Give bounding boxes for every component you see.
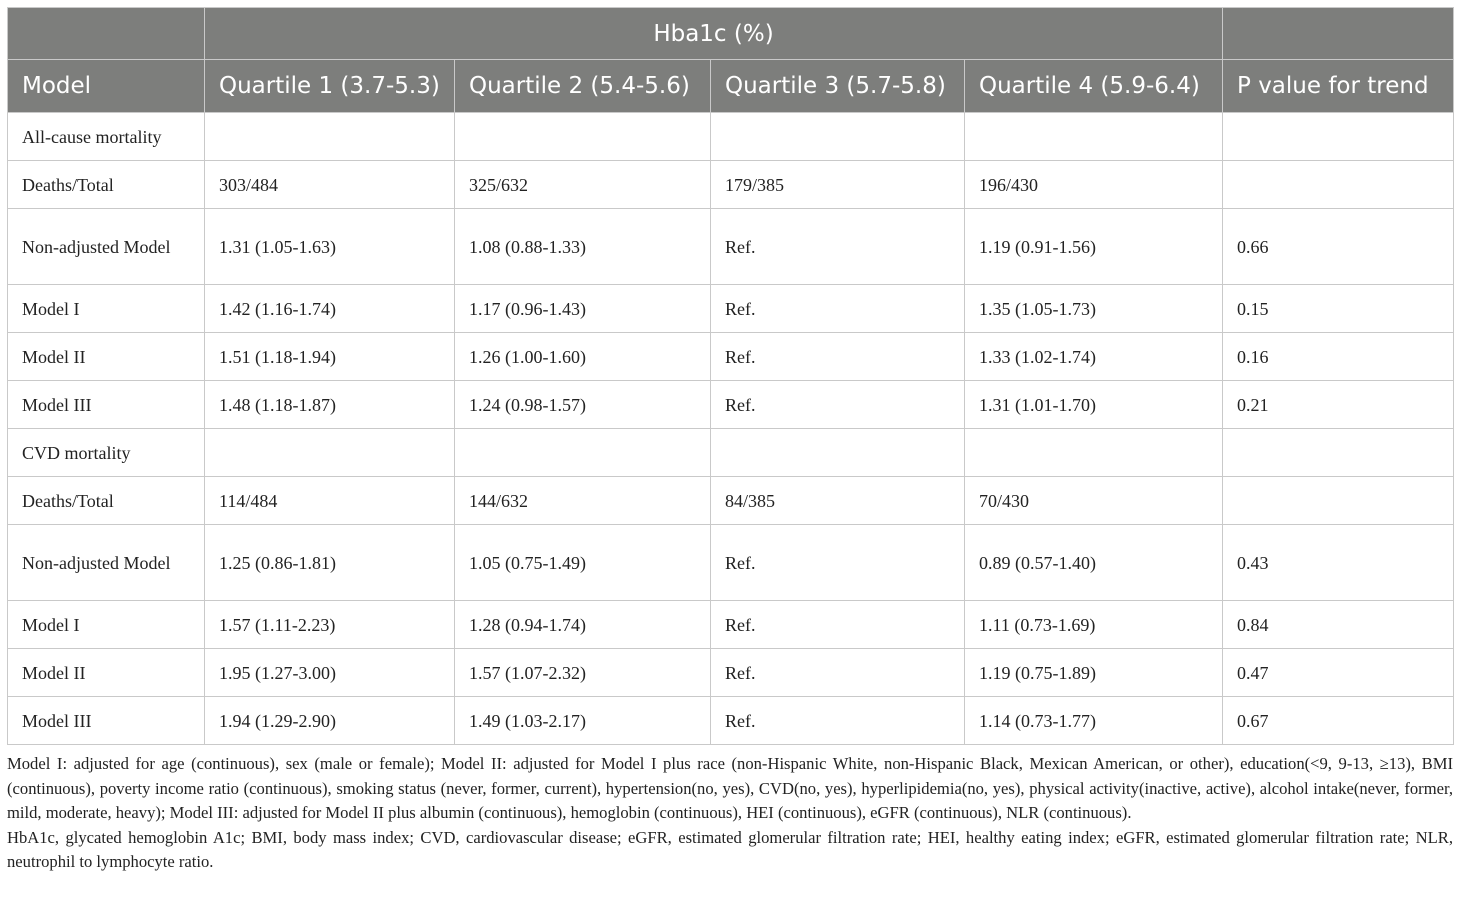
cell-p-trend: 0.43 <box>1223 525 1454 601</box>
cell-p-trend: 0.16 <box>1223 333 1454 381</box>
cell-quartile-3: Ref. <box>711 285 965 333</box>
header-blank-cell <box>8 8 205 60</box>
cell-p-trend <box>1223 161 1454 209</box>
cell-quartile-1: 1.94 (1.29-2.90) <box>205 697 455 745</box>
cell-quartile-4: 196/430 <box>965 161 1223 209</box>
cell-quartile-4: 1.33 (1.02-1.74) <box>965 333 1223 381</box>
cell-quartile-3: Ref. <box>711 601 965 649</box>
cell-quartile-4: 0.89 (0.57-1.40) <box>965 525 1223 601</box>
cell-quartile-4: 1.11 (0.73-1.69) <box>965 601 1223 649</box>
cell-quartile-3 <box>711 429 965 477</box>
cell-quartile-3: Ref. <box>711 333 965 381</box>
row-label: Model II <box>8 649 205 697</box>
row-label: Non-adjusted Model <box>8 209 205 285</box>
cell-p-trend: 0.21 <box>1223 381 1454 429</box>
header-group-label: Hba1c (%) <box>205 8 1223 60</box>
cell-quartile-2 <box>455 113 711 161</box>
cell-quartile-1: 1.95 (1.27-3.00) <box>205 649 455 697</box>
cell-p-trend: 0.84 <box>1223 601 1454 649</box>
cell-quartile-1 <box>205 429 455 477</box>
column-header-quartile-3: Quartile 3 (5.7-5.8) <box>711 60 965 113</box>
hba1c-mortality-table <box>7 7 1454 745</box>
cell-quartile-2: 1.26 (1.00-1.60) <box>455 333 711 381</box>
table-body <box>8 113 1454 745</box>
footnote-model-adjustments: Model I: adjusted for age (continuous), sex (male or female); Model II: adjusted for Model I plus race (non-Hispanic White, non-Hispanic Black, Mexican American, or other), education(<9, 9-13, ≥13), BMI (continuous), poverty income ratio (continuous), smoking status (never, former, current), hypertension(no, yes), CVD(no, yes), hyperlipidemia(no, yes), physical activity(inactive, active), alcohol intake(never, former, mild, moderate, heavy); Model III: adjusted for Model II plus albumin (continuous), hemoglobin (continuous), HEI (continuous), eGFR (continuous), NLR (continuous). <box>7 754 1453 822</box>
cell-p-trend: 0.47 <box>1223 649 1454 697</box>
cell-p-trend: 0.67 <box>1223 697 1454 745</box>
table-row <box>8 477 1454 525</box>
row-label: Model III <box>8 381 205 429</box>
results-table-container <box>7 7 1453 745</box>
cell-quartile-2: 144/632 <box>455 477 711 525</box>
cell-quartile-2 <box>455 429 711 477</box>
cell-quartile-3: Ref. <box>711 525 965 601</box>
cell-p-trend <box>1223 113 1454 161</box>
table-row <box>8 429 1454 477</box>
cell-quartile-4: 70/430 <box>965 477 1223 525</box>
cell-quartile-3: Ref. <box>711 649 965 697</box>
table-row <box>8 113 1454 161</box>
table-row <box>8 209 1454 285</box>
column-header-p-trend: P value for trend <box>1223 60 1454 113</box>
cell-quartile-1: 114/484 <box>205 477 455 525</box>
cell-quartile-2: 1.05 (0.75-1.49) <box>455 525 711 601</box>
table-row <box>8 381 1454 429</box>
table-row <box>8 285 1454 333</box>
cell-quartile-3: Ref. <box>711 381 965 429</box>
table-row <box>8 697 1454 745</box>
cell-quartile-3: Ref. <box>711 209 965 285</box>
column-header-quartile-4: Quartile 4 (5.9-6.4) <box>965 60 1223 113</box>
cell-p-trend <box>1223 477 1454 525</box>
column-header-quartile-2: Quartile 2 (5.4-5.6) <box>455 60 711 113</box>
table-row <box>8 161 1454 209</box>
cell-quartile-4: 1.19 (0.75-1.89) <box>965 649 1223 697</box>
row-label: Deaths/Total <box>8 161 205 209</box>
table-row <box>8 649 1454 697</box>
row-label: CVD mortality <box>8 429 205 477</box>
cell-quartile-1: 1.31 (1.05-1.63) <box>205 209 455 285</box>
cell-quartile-4: 1.35 (1.05-1.73) <box>965 285 1223 333</box>
cell-quartile-4: 1.31 (1.01-1.70) <box>965 381 1223 429</box>
cell-quartile-2: 1.28 (0.94-1.74) <box>455 601 711 649</box>
column-header-quartile-1: Quartile 1 (3.7-5.3) <box>205 60 455 113</box>
table-header <box>8 8 1454 113</box>
footnote-abbreviations: HbA1c, glycated hemoglobin A1c; BMI, body mass index; CVD, cardiovascular disease; eGFR, estimated glomerular filtration rate; HEI, healthy eating index; eGFR, estimated glomerular filtration rate; NLR, neutrophil to lymphocyte ratio. <box>7 827 1453 871</box>
cell-quartile-1: 1.42 (1.16-1.74) <box>205 285 455 333</box>
cell-quartile-2: 1.08 (0.88-1.33) <box>455 209 711 285</box>
cell-quartile-2: 1.57 (1.07-2.32) <box>455 649 711 697</box>
row-label: Model I <box>8 601 205 649</box>
row-label: Non-adjusted Model <box>8 525 205 601</box>
cell-quartile-2: 325/632 <box>455 161 711 209</box>
cell-quartile-2: 1.24 (0.98-1.57) <box>455 381 711 429</box>
table-row <box>8 525 1454 601</box>
table-row <box>8 601 1454 649</box>
cell-quartile-2: 1.49 (1.03-2.17) <box>455 697 711 745</box>
cell-quartile-1: 303/484 <box>205 161 455 209</box>
row-label: Model III <box>8 697 205 745</box>
table-row <box>8 333 1454 381</box>
cell-quartile-1 <box>205 113 455 161</box>
cell-quartile-1: 1.25 (0.86-1.81) <box>205 525 455 601</box>
header-group-row <box>8 8 1454 60</box>
cell-quartile-4 <box>965 429 1223 477</box>
cell-quartile-4 <box>965 113 1223 161</box>
row-label: Deaths/Total <box>8 477 205 525</box>
cell-p-trend <box>1223 429 1454 477</box>
row-label: Model I <box>8 285 205 333</box>
cell-quartile-3: 84/385 <box>711 477 965 525</box>
row-label: All-cause mortality <box>8 113 205 161</box>
cell-quartile-1: 1.57 (1.11-2.23) <box>205 601 455 649</box>
cell-quartile-1: 1.48 (1.18-1.87) <box>205 381 455 429</box>
row-label: Model II <box>8 333 205 381</box>
cell-quartile-3: 179/385 <box>711 161 965 209</box>
cell-quartile-4: 1.14 (0.73-1.77) <box>965 697 1223 745</box>
cell-quartile-3: Ref. <box>711 697 965 745</box>
cell-quartile-2: 1.17 (0.96-1.43) <box>455 285 711 333</box>
cell-p-trend: 0.15 <box>1223 285 1454 333</box>
header-blank-cell <box>1223 8 1454 60</box>
cell-quartile-3 <box>711 113 965 161</box>
cell-p-trend: 0.66 <box>1223 209 1454 285</box>
column-header-model: Model <box>8 60 205 113</box>
cell-quartile-1: 1.51 (1.18-1.94) <box>205 333 455 381</box>
table-footnotes <box>7 752 1453 875</box>
cell-quartile-4: 1.19 (0.91-1.56) <box>965 209 1223 285</box>
header-columns-row <box>8 60 1454 113</box>
